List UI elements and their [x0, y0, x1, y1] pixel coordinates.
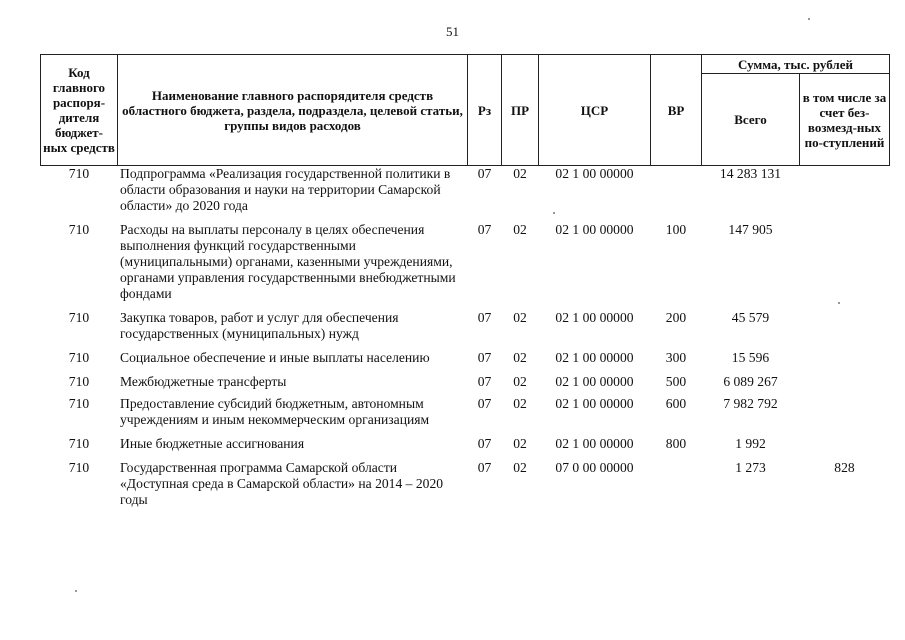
cell-name: Государственная программа Самарской области «Доступная среда в Самарской области» на 2014 – 2020 годы	[120, 460, 444, 507]
cell-pr: 02	[513, 350, 527, 365]
table-row	[41, 350, 890, 374]
cell-rz: 07	[477, 222, 492, 237]
header-name: Наименование главного распорядителя средств областного бюджета, раздела, подраздела, целевой статьи, группы видов расходов	[118, 55, 468, 166]
scan-speck	[838, 302, 840, 304]
cell-csr: 02 1 00 00000	[555, 310, 634, 325]
scan-speck	[75, 590, 77, 592]
table-row	[41, 374, 890, 396]
header-rz: Рз	[468, 55, 502, 166]
cell-csr: 02 1 00 00000	[555, 396, 634, 411]
cell-free	[800, 350, 890, 374]
cell-name: Подпрограмма «Реализация государственной политики в области образования и науки на территории Самарской области» до 2020 года	[120, 166, 451, 213]
cell-code: 710	[68, 166, 90, 181]
cell-pr: 02	[513, 222, 527, 237]
cell-csr: 02 1 00 00000	[555, 436, 634, 451]
cell-vr: 500	[665, 374, 687, 389]
cell-code: 710	[68, 460, 90, 475]
cell-rz: 07	[477, 310, 492, 325]
cell-vr	[651, 166, 702, 223]
cell-vr: 200	[665, 310, 687, 325]
cell-total: 7 982 792	[723, 396, 778, 411]
cell-vr: 100	[665, 222, 687, 237]
cell-vr	[651, 460, 702, 516]
cell-free	[800, 396, 890, 436]
cell-name: Закупка товаров, работ и услуг для обеспечения государственных (муниципальных) нужд	[120, 310, 399, 341]
cell-total: 14 283 131	[719, 166, 782, 181]
cell-vr: 300	[665, 350, 687, 365]
cell-free	[800, 436, 890, 460]
cell-total: 6 089 267	[723, 374, 778, 389]
cell-rz: 07	[477, 350, 492, 365]
cell-name: Предоставление субсидий бюджетным, автономным учреждениям и иным некоммерческим организациям	[120, 396, 430, 427]
cell-csr: 02 1 00 00000	[555, 166, 634, 181]
cell-name: Социальное обеспечение и иные выплаты населению	[120, 350, 430, 365]
cell-code: 710	[68, 396, 90, 411]
cell-rz: 07	[477, 166, 492, 181]
cell-name: Межбюджетные трансферты	[120, 374, 287, 389]
cell-total: 147 905	[728, 222, 773, 237]
cell-rz: 07	[477, 396, 492, 411]
cell-pr: 02	[513, 166, 527, 181]
cell-csr: 02 1 00 00000	[555, 222, 634, 237]
cell-rz: 07	[477, 374, 492, 389]
cell-name: Расходы на выплаты персоналу в целях обеспечения выполнения функций государственными (муниципальными) органами, казенными учреждениями, органами управления государственными внебюджетными фондами	[120, 222, 456, 301]
cell-pr: 02	[513, 436, 527, 451]
header-sum-group: Сумма, тыс. рублей	[702, 55, 890, 74]
page-number: 51	[446, 24, 459, 39]
scan-speck	[553, 212, 555, 214]
header-code: Код главного распоря-дителя бюджет-ных средств	[41, 55, 118, 166]
cell-total: 1 992	[735, 436, 766, 451]
cell-free	[800, 310, 890, 350]
cell-csr: 02 1 00 00000	[555, 350, 634, 365]
cell-free	[800, 222, 890, 310]
table-row	[41, 222, 890, 310]
cell-code: 710	[68, 222, 90, 237]
cell-csr: 07 0 00 00000	[555, 460, 634, 475]
cell-free	[800, 374, 890, 396]
cell-vr: 600	[665, 396, 687, 411]
header-total: Всего	[702, 74, 800, 166]
cell-code: 710	[68, 310, 90, 325]
table-header	[41, 55, 890, 166]
table-row	[41, 166, 890, 223]
cell-free: 828	[834, 460, 855, 475]
cell-vr: 800	[665, 436, 687, 451]
cell-code: 710	[68, 350, 90, 365]
cell-total: 15 596	[731, 350, 770, 365]
header-vr: ВР	[651, 55, 702, 166]
cell-free	[800, 166, 890, 223]
budget-table	[40, 54, 890, 516]
table-body	[41, 166, 890, 517]
header-free: в том числе за счет без-возмезд-ных по-ступлений	[800, 74, 890, 166]
scan-speck	[808, 18, 810, 20]
table-row	[41, 310, 890, 350]
cell-name: Иные бюджетные ассигнования	[120, 436, 305, 451]
cell-total: 45 579	[731, 310, 770, 325]
cell-rz: 07	[477, 460, 492, 475]
cell-pr: 02	[513, 374, 527, 389]
cell-pr: 02	[513, 396, 527, 411]
cell-code: 710	[68, 436, 90, 451]
cell-rz: 07	[477, 436, 492, 451]
table-row	[41, 460, 890, 516]
table-row	[41, 436, 890, 460]
cell-pr: 02	[513, 460, 527, 475]
cell-code: 710	[68, 374, 90, 389]
header-csr: ЦСР	[539, 55, 651, 166]
cell-pr: 02	[513, 310, 527, 325]
table-row	[41, 396, 890, 436]
cell-csr: 02 1 00 00000	[555, 374, 634, 389]
header-pr: ПР	[502, 55, 539, 166]
cell-total: 1 273	[735, 460, 766, 475]
